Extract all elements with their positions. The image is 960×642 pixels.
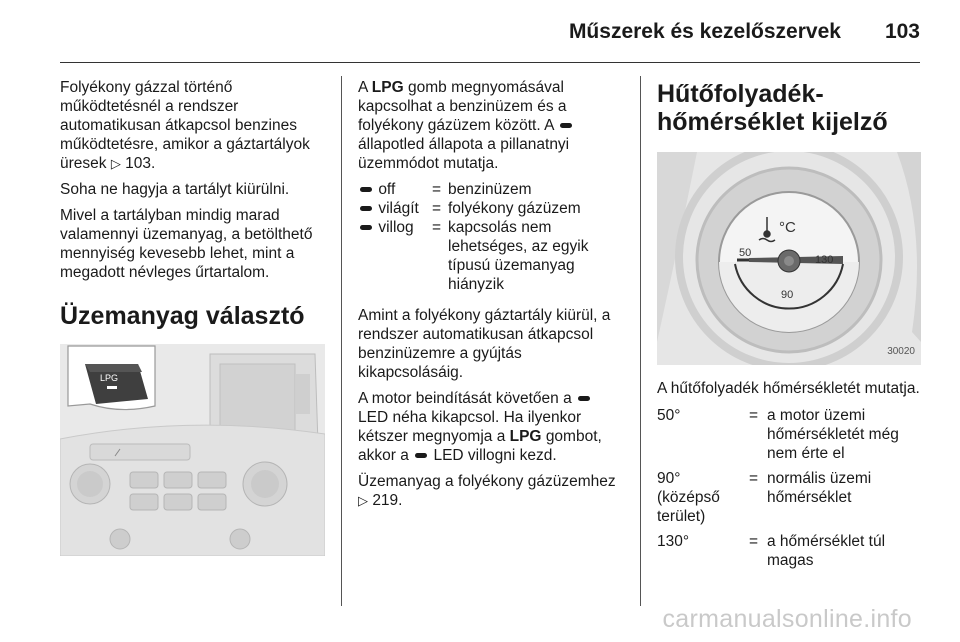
column-1: [60, 78, 328, 556]
led-indicator-icon: [360, 225, 372, 230]
led-indicator-icon: [578, 396, 590, 401]
page-reference-link[interactable]: 103.: [125, 155, 156, 172]
gauge-tick-label: 90: [781, 289, 794, 301]
table-eq: =: [432, 181, 442, 198]
table-value: a hőmérséklet túl magas: [767, 533, 886, 569]
table-key: off: [358, 180, 432, 199]
table-eq: =: [432, 200, 442, 217]
table-value: a motor üzemi hőmérsékletét még nem érte el: [767, 407, 899, 462]
table-key: 130°: [657, 533, 690, 550]
lpg-label: LPG: [100, 373, 119, 383]
table-eq: =: [749, 407, 759, 424]
paragraph: Amint a folyékony gáztartály kiürül, a rendszer automatikusan átkapcsol benzinüzemre a gyújtás kikapcsolásáig.: [358, 307, 611, 381]
page-header: [0, 20, 920, 44]
table-value: benzinüzem: [448, 181, 532, 198]
table-value: normális üzemi hőmérséklet: [767, 470, 872, 506]
table-key: villog: [358, 218, 432, 294]
paragraph: A LPG gomb megnyomásával kapcsolhat a benzinüzem és a folyékony gázüzem között. A állapotled állapota a pillanatnyi üzemmódot mutatja.: [358, 78, 624, 173]
table-key: 90° (középső terület): [657, 470, 720, 525]
table-eq: =: [749, 470, 759, 487]
paragraph: A motor beindítását követően a LED néha kikapcsol. Ha ilyenkor kétszer megnyomja a LPG gombot, akkor a LED villogni kezd.: [358, 390, 602, 464]
page-reference-link[interactable]: 219.: [372, 492, 403, 509]
paragraph: Üzemanyag a folyékony gázüzemhez ▷ 219.: [358, 473, 616, 509]
reference-arrow-icon: ▷: [110, 156, 121, 171]
reference-arrow-icon: ▷: [358, 493, 368, 508]
table-key: 50°: [657, 407, 681, 424]
temperature-table: [657, 406, 921, 570]
lpg-bold: LPG: [371, 79, 404, 96]
column-divider: [341, 76, 342, 606]
led-status-table: [358, 180, 624, 294]
gauge-tick-label: 130: [815, 254, 834, 266]
watermark: carmanualsonline.info: [662, 605, 912, 633]
paragraph: Folyékony gázzal történő működtetésnél a rendszer automatikusan átkapcsol benzines működtetésre, amikor a gáztartályok üresek ▷ 103.: [60, 79, 310, 172]
table-eq: =: [432, 219, 442, 236]
paragraph: Soha ne hagyja a tartályt kiürülni.: [60, 181, 290, 198]
page-number: 103: [884, 20, 920, 43]
table-value: folyékony gázüzem: [448, 200, 581, 217]
lpg-button-illustration: [60, 344, 325, 556]
paragraph: A hűtőfolyadék hőmérsékletét mutatja.: [657, 380, 920, 397]
gauge-tick-label: 50: [739, 247, 752, 259]
led-indicator-icon: [415, 453, 427, 458]
led-indicator-icon: [360, 206, 372, 211]
column-3: [657, 80, 921, 582]
led-indicator-icon: [560, 123, 572, 128]
table-value: kapcsolás nem lehetséges, az egyik típusú üzemanyag hiányzik: [448, 219, 589, 293]
figure-number: 30020: [887, 346, 915, 357]
gauge-unit: °C: [779, 219, 796, 236]
table-eq: =: [749, 533, 759, 550]
column-divider: [640, 76, 641, 606]
table-key: világít: [358, 199, 432, 218]
column-2: [358, 78, 624, 517]
section-heading: Üzemanyag választó: [60, 302, 305, 330]
header-rule: [60, 62, 920, 63]
page-title: Műszerek és kezelőszervek: [568, 20, 841, 43]
paragraph: Mivel a tartályban mindig marad valamennyi üzemanyag, a betölthető mennyiség kevesebb lehet, mint a megadott névleges űrtartalom.: [60, 207, 313, 281]
led-indicator-icon: [360, 187, 372, 192]
section-heading: Hűtőfolyadék-hőmérséklet kijelző: [657, 80, 888, 136]
coolant-gauge-illustration: [657, 152, 921, 365]
